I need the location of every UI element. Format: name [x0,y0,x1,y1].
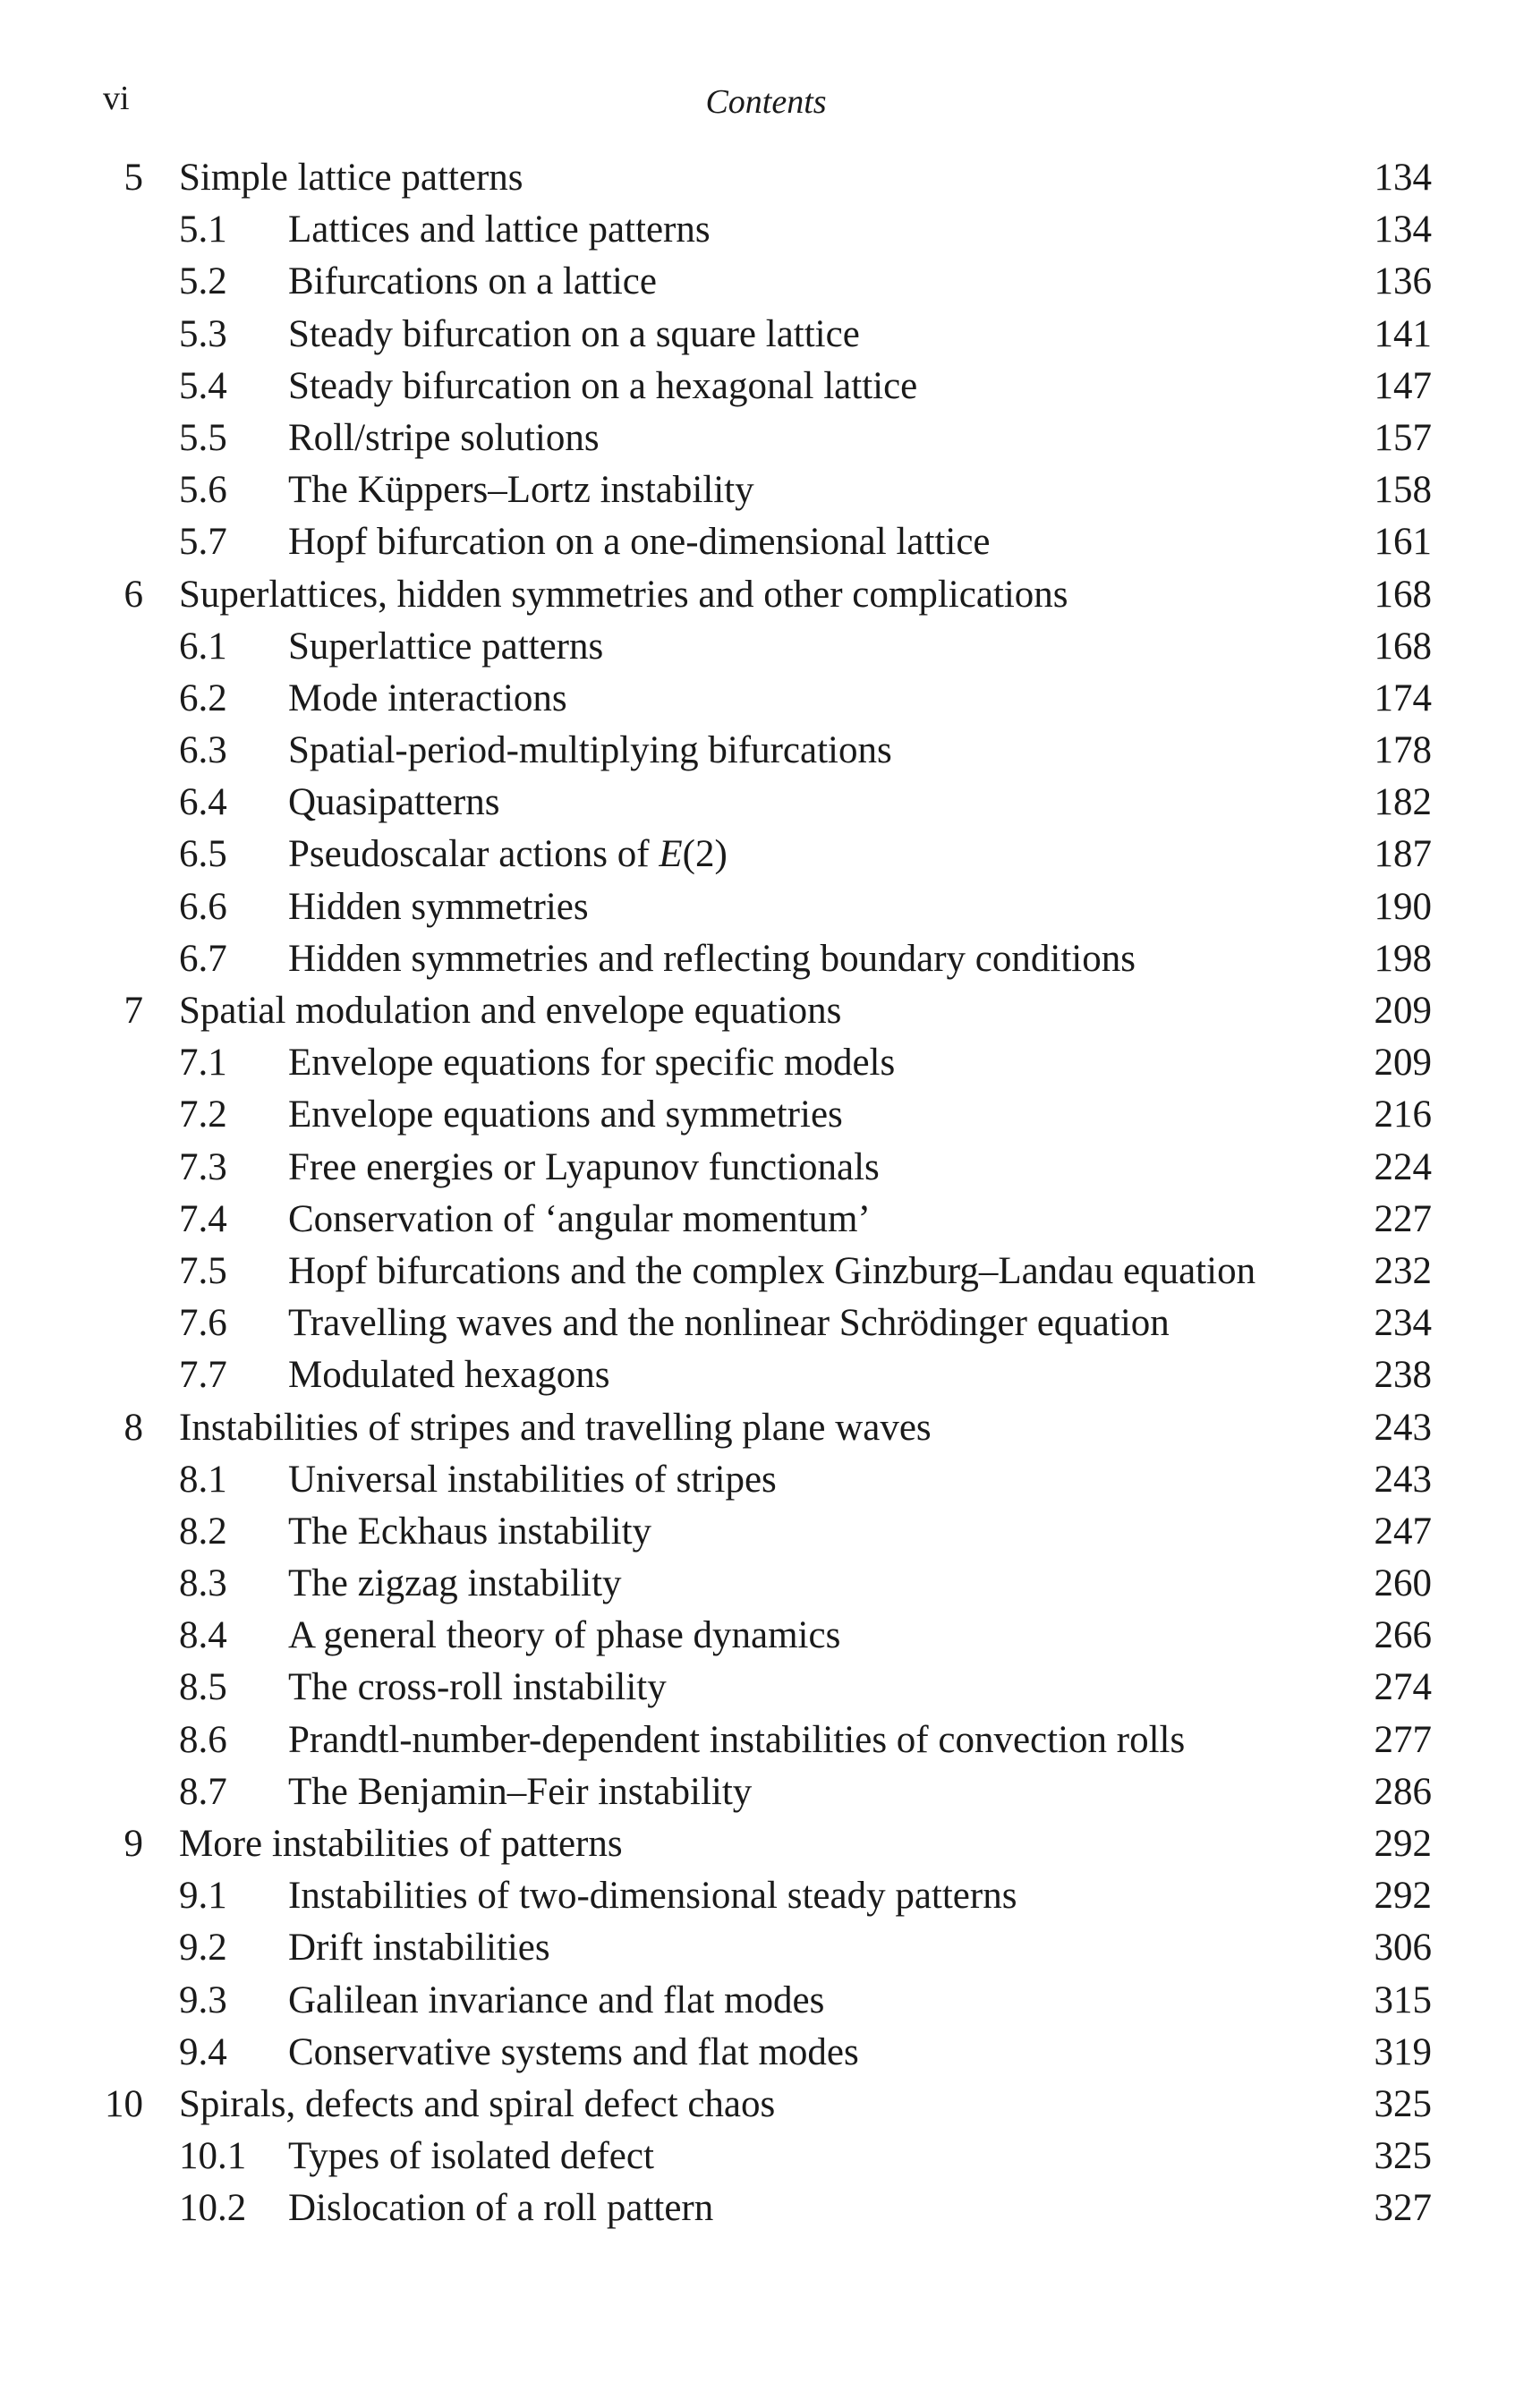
toc-section-entry[interactable] [0,1922,1532,1974]
entry-page-number: 168 [1374,573,1432,616]
entry-title: Bifurcations on a lattice [288,260,657,303]
entry-number: 6 [123,573,143,616]
toc-section-entry[interactable] [0,1715,1532,1766]
toc-section-entry[interactable] [0,1506,1532,1558]
entry-title: Lattices and lattice patterns [288,208,711,251]
entry-number: 10 [105,2082,143,2125]
entry-number: 6.1 [179,625,227,668]
toc-section-entry[interactable] [0,1558,1532,1610]
entry-title: Conservative systems and flat modes [288,2030,859,2073]
entry-number: 6.2 [179,676,227,719]
entry-number: 5.6 [179,469,227,512]
entry-number: 10.2 [179,2187,247,2230]
entry-number: 5.1 [179,208,227,251]
toc-section-entry[interactable] [0,1766,1532,1818]
toc-chapter-entry[interactable] [0,152,1532,204]
entry-page-number: 234 [1374,1302,1432,1345]
entry-page-number: 243 [1374,1406,1432,1449]
entry-title: Modulated hexagons [288,1354,610,1397]
toc-section-entry[interactable] [0,1610,1532,1662]
entry-number: 8.6 [179,1718,227,1761]
entry-title: Travelling waves and the nonlinear Schrödinger equation [288,1302,1170,1345]
entry-title: A general theory of phase dynamics [288,1614,841,1657]
entry-page-number: 224 [1374,1145,1432,1188]
toc-section-entry[interactable] [0,1037,1532,1089]
entry-page-number: 274 [1374,1666,1432,1709]
entry-page-number: 136 [1374,260,1432,303]
entry-title: Dislocation of a roll pattern [288,2187,714,2230]
toc-section-entry[interactable] [0,2027,1532,2079]
toc-section-entry[interactable] [0,2183,1532,2234]
entry-number: 6.3 [179,729,227,772]
entry-number: 10.1 [179,2135,247,2178]
table-of-contents [0,152,1532,2235]
entry-number: 7 [123,990,143,1032]
entry-title: Hidden symmetries and reflecting boundary conditions [288,937,1136,980]
entry-page-number: 266 [1374,1614,1432,1657]
entry-page-number: 238 [1374,1354,1432,1397]
toc-section-entry[interactable] [0,1349,1532,1401]
entry-number: 9.3 [179,1978,227,2021]
entry-title: Conservation of ‘angular momentum’ [288,1197,871,1240]
entry-number: 8.3 [179,1562,227,1605]
entry-page-number: 247 [1374,1510,1432,1553]
toc-section-entry[interactable] [0,309,1532,361]
entry-title: Envelope equations and symmetries [288,1093,843,1136]
entry-title: Superlattice patterns [288,625,604,668]
entry-page-number: 243 [1374,1458,1432,1501]
entry-number: 7.1 [179,1042,227,1085]
entry-title: The cross-roll instability [288,1666,667,1709]
entry-number: 7.6 [179,1302,227,1345]
entry-page-number: 178 [1374,729,1432,772]
entry-title: Envelope equations for specific models [288,1042,896,1085]
entry-page-number: 158 [1374,469,1432,512]
entry-page-number: 319 [1374,2030,1432,2073]
entry-page-number: 232 [1374,1249,1432,1292]
entry-page-number: 147 [1374,364,1432,407]
entry-page-number: 325 [1374,2082,1432,2125]
toc-section-entry[interactable] [0,1089,1532,1141]
toc-section-entry[interactable] [0,673,1532,725]
entry-number: 5.7 [179,521,227,564]
entry-page-number: 182 [1374,781,1432,824]
entry-number: 6.5 [179,833,227,876]
entry-title: Galilean invariance and flat modes [288,1978,825,2021]
toc-section-entry[interactable] [0,829,1532,881]
entry-title: Prandtl-number-dependent instabilities of convection rolls [288,1718,1186,1761]
entry-number: 5.5 [179,416,227,459]
entry-title: Hopf bifurcations and the complex Ginzburg–Landau equation [288,1249,1256,1292]
toc-section-entry[interactable] [0,1246,1532,1298]
entry-title: Mode interactions [288,676,567,719]
toc-section-entry[interactable] [0,881,1532,933]
entry-number: 9 [123,1823,143,1865]
entry-page-number: 325 [1374,2135,1432,2178]
entry-number: 5 [123,157,143,199]
entry-number: 7.4 [179,1197,227,1240]
toc-section-entry[interactable] [0,1975,1532,2027]
toc-section-entry[interactable] [0,464,1532,516]
entry-title: Types of isolated defect [288,2135,654,2178]
entry-title: Spatial-period-multiplying bifurcations [288,729,892,772]
entry-title: More instabilities of patterns [179,1823,623,1865]
entry-title: Spirals, defects and spiral defect chaos [179,2082,776,2125]
entry-page-number: 168 [1374,625,1432,668]
entry-page-number: 227 [1374,1197,1432,1240]
running-title: Contents [705,83,827,121]
entry-number: 7.3 [179,1145,227,1188]
entry-page-number: 292 [1374,1875,1432,1918]
toc-chapter-entry[interactable] [0,985,1532,1037]
toc-section-entry[interactable] [0,1142,1532,1194]
entry-page-number: 209 [1374,990,1432,1032]
toc-section-entry[interactable] [0,256,1532,308]
toc-section-entry[interactable] [0,1870,1532,1922]
entry-number: 8 [123,1406,143,1449]
toc-section-entry[interactable] [0,725,1532,777]
toc-section-entry[interactable] [0,2131,1532,2183]
entry-page-number: 198 [1374,937,1432,980]
toc-chapter-entry[interactable] [0,1818,1532,1870]
entry-page-number: 286 [1374,1770,1432,1813]
entry-page-number: 216 [1374,1093,1432,1136]
toc-section-entry[interactable] [0,361,1532,413]
entry-number: 8.5 [179,1666,227,1709]
toc-section-entry[interactable] [0,1662,1532,1714]
entry-number: 9.1 [179,1875,227,1918]
entry-title: Spatial modulation and envelope equations [179,990,842,1032]
entry-page-number: 157 [1374,416,1432,459]
entry-page-number: 174 [1374,676,1432,719]
entry-page-number: 134 [1374,157,1432,199]
entry-page-number: 292 [1374,1823,1432,1865]
entry-title: Steady bifurcation on a hexagonal lattice [288,364,918,407]
entry-page-number: 187 [1374,833,1432,876]
entry-number: 9.2 [179,1927,227,1970]
toc-section-entry[interactable] [0,516,1532,568]
toc-section-entry[interactable] [0,1454,1532,1506]
toc-section-entry[interactable] [0,204,1532,256]
entry-number: 6.4 [179,781,227,824]
entry-number: 7.5 [179,1249,227,1292]
page-number: vi [103,80,130,117]
entry-title: The Eckhaus instability [288,1510,652,1553]
entry-title: Simple lattice patterns [179,157,523,199]
toc-section-entry[interactable] [0,413,1532,464]
entry-title: Superlattices, hidden symmetries and other complications [179,573,1068,616]
entry-title: Instabilities of stripes and travelling plane waves [179,1406,932,1449]
toc-chapter-entry[interactable] [0,569,1532,621]
entry-title: Hopf bifurcation on a one-dimensional lattice [288,521,991,564]
entry-page-number: 327 [1374,2187,1432,2230]
entry-number: 8.4 [179,1614,227,1657]
entry-number: 8.1 [179,1458,227,1501]
entry-page-number: 141 [1374,312,1432,355]
entry-title: Steady bifurcation on a square lattice [288,312,860,355]
toc-chapter-entry[interactable] [0,1402,1532,1454]
entry-page-number: 315 [1374,1978,1432,2021]
entry-number: 7.2 [179,1093,227,1136]
toc-section-entry[interactable] [0,1298,1532,1349]
entry-title: Free energies or Lyapunov functionals [288,1145,880,1188]
entry-number: 5.3 [179,312,227,355]
entry-page-number: 134 [1374,208,1432,251]
entry-page-number: 306 [1374,1927,1432,1970]
entry-number: 5.4 [179,364,227,407]
entry-number: 8.2 [179,1510,227,1553]
entry-title: Quasipatterns [288,781,500,824]
entry-title: Instabilities of two-dimensional steady patterns [288,1875,1017,1918]
entry-number: 6.6 [179,885,227,928]
toc-section-entry[interactable] [0,1194,1532,1246]
entry-title: Hidden symmetries [288,885,589,928]
entry-number: 8.7 [179,1770,227,1813]
entry-number: 7.7 [179,1354,227,1397]
entry-title: Universal instabilities of stripes [288,1458,777,1501]
entry-title: Pseudoscalar actions of E(2) [288,833,728,876]
entry-title: The zigzag instability [288,1562,622,1605]
toc-chapter-entry[interactable] [0,2079,1532,2131]
entry-page-number: 190 [1374,885,1432,928]
entry-number: 6.7 [179,937,227,980]
entry-title: The Küppers–Lortz instability [288,469,754,512]
entry-title: Roll/stripe solutions [288,416,600,459]
toc-section-entry[interactable] [0,777,1532,829]
entry-page-number: 277 [1374,1718,1432,1761]
entry-page-number: 161 [1374,521,1432,564]
entry-number: 5.2 [179,260,227,303]
toc-section-entry[interactable] [0,621,1532,673]
toc-section-entry[interactable] [0,933,1532,985]
entry-number: 9.4 [179,2030,227,2073]
entry-page-number: 260 [1374,1562,1432,1605]
entry-title: The Benjamin–Feir instability [288,1770,753,1813]
entry-title: Drift instabilities [288,1927,550,1970]
entry-page-number: 209 [1374,1042,1432,1085]
